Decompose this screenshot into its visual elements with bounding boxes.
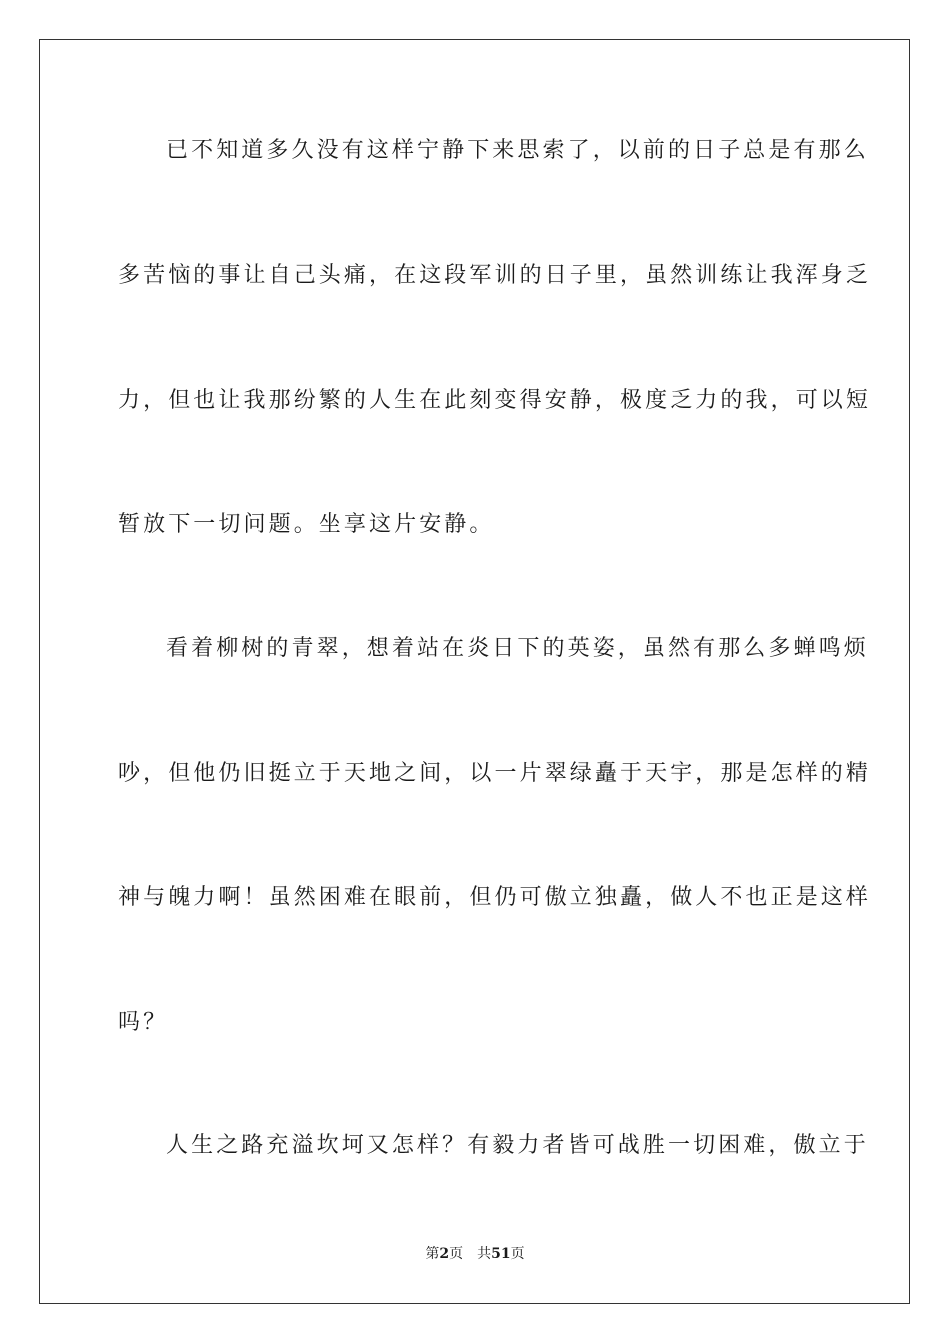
paragraph-1-line-3: 力，但也让我那纷繁的人生在此刻变得安静，极度乏力的我，可以短 [118, 388, 872, 413]
page-footer [0, 1245, 950, 1263]
page-suffix: 页 [449, 1246, 464, 1262]
page-border [39, 39, 910, 1304]
total-pages-number: 51 [491, 1246, 511, 1262]
paragraph-2-line-3: 神与魄力啊！虽然困难在眼前，但仍可傲立独矗，做人不也正是这样 [118, 885, 872, 910]
paragraph-2-line-2: 吵，但他仍旧挺立于天地之间，以一片翠绿矗于天宇，那是怎样的精 [118, 761, 872, 786]
paragraph-1-line-4: 暂放下一切问题。坐享这片安静。 [118, 512, 495, 537]
page-prefix: 第 [425, 1246, 440, 1262]
paragraph-1-line-2: 多苦恼的事让自己头痛，在这段军训的日子里，虽然训练让我浑身乏 [118, 263, 872, 288]
current-page-number: 2 [439, 1246, 450, 1262]
paragraph-2-line-1: 看着柳树的青翠，想着站在炎日下的英姿，虽然有那么多蝉鸣烦 [166, 636, 869, 661]
paragraph-2-line-4: 吗？ [118, 1010, 169, 1035]
total-suffix: 页 [510, 1246, 525, 1262]
paragraph-1-line-1: 已不知道多久没有这样宁静下来思索了，以前的日子总是有那么 [166, 138, 869, 163]
total-prefix: 共 [477, 1246, 492, 1262]
paragraph-3-line-1: 人生之路充溢坎坷又怎样？有毅力者皆可战胜一切困难，傲立于 [166, 1133, 869, 1158]
